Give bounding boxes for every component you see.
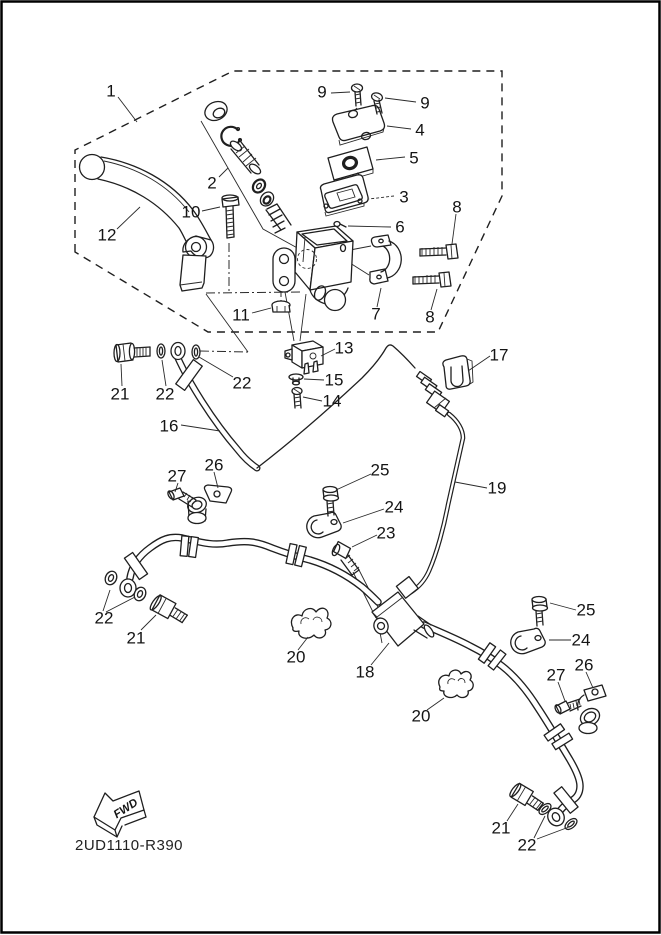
part-callout-15: 15 [324,370,344,390]
part-callout-16: 16 [159,416,179,436]
part-callout-26: 26 [574,655,594,675]
part-callout-27: 27 [546,665,566,685]
part-callout-1: 1 [106,81,116,101]
part-callout-26: 26 [204,455,224,475]
part-callout-21: 21 [110,384,130,404]
part-callout-3: 3 [399,187,409,207]
part-callout-21: 21 [491,818,511,838]
part-callout-6: 6 [395,217,405,237]
part-callout-23: 23 [376,523,396,543]
part-callout-22: 22 [155,384,175,404]
part-callout-21: 21 [126,628,146,648]
part-callout-20: 20 [411,706,431,726]
fwd-label: FWD [111,796,141,822]
part-callout-7: 7 [371,304,381,324]
part-callout-22: 22 [232,373,252,393]
part-callout-12: 12 [97,225,117,245]
part-callout-9: 9 [317,82,327,102]
part-callout-22: 22 [94,608,114,628]
cylinder-ball-end [325,290,346,311]
part-callout-5: 5 [409,148,419,168]
part-callout-10: 10 [181,202,201,222]
part-callout-8: 8 [452,197,462,217]
part-callout-13: 13 [334,338,354,358]
part-callout-4: 4 [415,120,425,140]
part-callout-17: 17 [489,345,509,365]
part-callout-19: 19 [487,478,507,498]
hose-eyelet [171,343,185,360]
part-callout-8: 8 [425,307,435,327]
part-callout-25: 25 [370,460,390,480]
diagram-code: 2UD1110-R390 [75,837,184,854]
part-callout-9: 9 [420,93,430,113]
part-callout-22: 22 [517,835,537,855]
part-callout-2: 2 [207,173,217,193]
part-callout-24: 24 [571,630,591,650]
part-callout-14: 14 [322,391,342,411]
part-callout-25: 25 [576,600,596,620]
pivot-nut [272,301,290,312]
part-callout-11: 11 [232,305,250,325]
part-callout-24: 24 [384,497,404,517]
part-callout-18: 18 [355,662,375,682]
part-callout-20: 20 [286,647,306,667]
part-callout-27: 27 [167,466,187,486]
